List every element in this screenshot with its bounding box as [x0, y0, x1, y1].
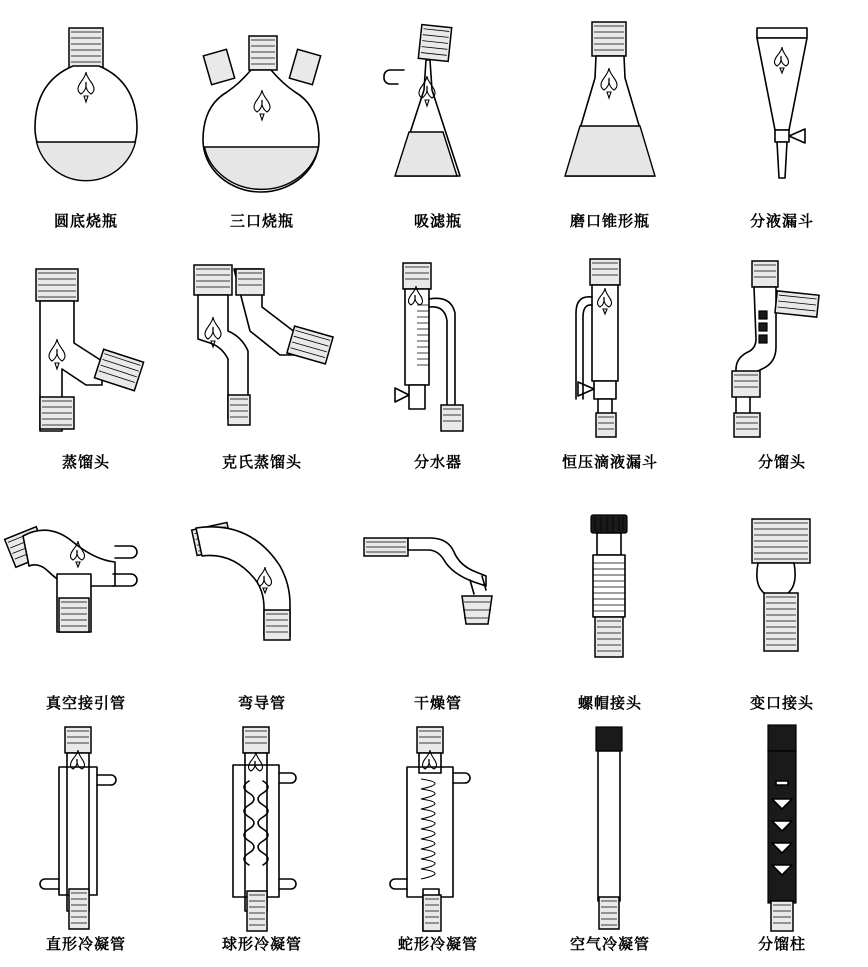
fractionating-column-icon — [696, 721, 868, 936]
liebig-condenser-icon — [0, 721, 172, 936]
water-separator-icon — [352, 241, 524, 454]
item-liebig-condenser[interactable] — [0, 723, 172, 964]
item-distillation-head[interactable] — [0, 241, 172, 482]
item-separatory-funnel[interactable] — [696, 0, 868, 241]
item-label: 磨口锥形瓶 — [569, 213, 650, 230]
item-fractionating-column[interactable] — [696, 723, 868, 964]
item-label: 真空接引管 — [45, 695, 126, 712]
drying-tube-icon — [352, 482, 524, 695]
erlenmeyer-flask-icon — [524, 0, 696, 213]
item-three-neck-flask[interactable] — [172, 0, 352, 241]
item-claisen-distillation-head[interactable] — [172, 241, 352, 482]
item-label: 分馏头 — [757, 454, 806, 471]
item-label: 直形冷凝管 — [45, 936, 126, 953]
item-air-condenser[interactable] — [524, 723, 696, 964]
item-ground-erlenmeyer-flask[interactable] — [524, 0, 696, 241]
item-water-separator[interactable] — [352, 241, 524, 482]
filter-flask-icon — [352, 0, 524, 213]
round-bottom-flask-icon — [0, 0, 172, 213]
item-bend-adapter[interactable] — [172, 482, 352, 723]
claisen-head-icon — [172, 241, 352, 454]
distillation-head-icon — [0, 241, 172, 454]
item-drying-tube[interactable] — [352, 482, 524, 723]
item-label: 三口烧瓶 — [229, 213, 294, 230]
item-label: 蒸馏头 — [61, 454, 110, 471]
bend-adapter-icon — [172, 482, 352, 695]
vacuum-adapter-icon — [0, 482, 172, 695]
item-label: 蛇形冷凝管 — [397, 936, 478, 953]
item-label: 恒压滴液漏斗 — [561, 454, 658, 471]
item-label: 克氏蒸馏头 — [221, 454, 302, 471]
item-filter-flask[interactable] — [352, 0, 524, 241]
air-condenser-icon — [524, 721, 696, 936]
item-allihn-condenser[interactable] — [172, 723, 352, 964]
item-label: 弯导管 — [237, 695, 286, 712]
allihn-condenser-icon — [172, 721, 352, 936]
item-label: 变口接头 — [749, 695, 814, 712]
item-pressure-equalizing-funnel[interactable] — [524, 241, 696, 482]
item-reducing-adapter[interactable] — [696, 482, 868, 723]
pressure-equalizing-funnel-icon — [524, 241, 696, 454]
item-label: 分馏柱 — [757, 936, 806, 953]
item-fractionating-head[interactable] — [696, 241, 868, 482]
item-label: 螺帽接头 — [577, 695, 642, 712]
fractionating-head-icon — [696, 241, 868, 454]
item-label: 干燥管 — [413, 695, 462, 712]
reducing-adapter-icon — [696, 482, 868, 695]
item-round-bottom-flask[interactable] — [0, 0, 172, 241]
coil-condenser-icon — [352, 721, 524, 936]
item-label: 球形冷凝管 — [221, 936, 302, 953]
item-label: 圆底烧瓶 — [53, 213, 118, 230]
item-coil-condenser[interactable] — [352, 723, 524, 964]
item-label: 分液漏斗 — [749, 213, 814, 230]
three-neck-flask-icon — [172, 0, 352, 213]
screw-cap-adapter-icon — [524, 482, 696, 695]
separatory-funnel-icon — [696, 0, 868, 213]
item-label: 分水器 — [413, 454, 462, 471]
item-screw-cap-adapter[interactable] — [524, 482, 696, 723]
item-label: 吸滤瓶 — [413, 213, 462, 230]
item-vacuum-adapter[interactable] — [0, 482, 172, 723]
item-label: 空气冷凝管 — [569, 936, 650, 953]
